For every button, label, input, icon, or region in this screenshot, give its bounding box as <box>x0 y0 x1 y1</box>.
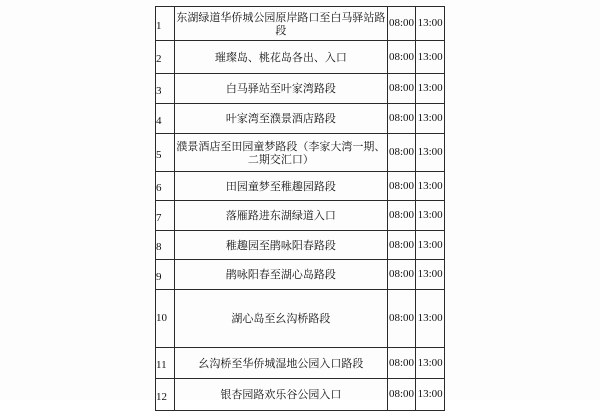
road-section: 白马驿站至叶家湾路段 <box>175 74 388 104</box>
table-row <box>156 74 445 104</box>
start-time: 08:00 <box>387 41 416 74</box>
row-number: 5 <box>156 134 175 172</box>
end-time: 13:00 <box>416 104 445 134</box>
end-time: 13:00 <box>416 134 445 172</box>
road-closure-table <box>155 6 445 411</box>
road-section: 田园童梦至稚趣园路段 <box>175 172 388 201</box>
end-time: 13:00 <box>416 348 445 379</box>
table-row <box>156 379 445 411</box>
row-number: 12 <box>156 379 175 411</box>
road-section: 鹃咏阳春至湖心岛路段 <box>175 260 388 290</box>
row-number: 8 <box>156 231 175 260</box>
road-section: 东湖绿道华侨城公园原岸路口至白马驿站路段 <box>175 7 388 41</box>
end-time: 13:00 <box>416 41 445 74</box>
start-time: 08:00 <box>387 104 416 134</box>
start-time: 08:00 <box>387 134 416 172</box>
end-time: 13:00 <box>416 74 445 104</box>
road-section: 湖心岛至幺沟桥路段 <box>175 290 388 348</box>
end-time: 13:00 <box>416 172 445 201</box>
road-section: 璀璨岛、桃花岛各出、入口 <box>175 41 388 74</box>
table-row <box>156 231 445 260</box>
start-time: 08:00 <box>387 348 416 379</box>
end-time: 13:00 <box>416 201 445 231</box>
row-number: 2 <box>156 41 175 74</box>
end-time: 13:00 <box>416 7 445 41</box>
row-number: 1 <box>156 7 175 41</box>
road-section: 银杏园路欢乐谷公园入口 <box>175 379 388 411</box>
row-number: 11 <box>156 348 175 379</box>
start-time: 08:00 <box>387 231 416 260</box>
end-time: 13:00 <box>416 260 445 290</box>
start-time: 08:00 <box>387 7 416 41</box>
table-row <box>156 290 445 348</box>
road-section: 稚趣园至鹃咏阳春路段 <box>175 231 388 260</box>
road-section: 幺沟桥至华侨城湿地公园入口路段 <box>175 348 388 379</box>
start-time: 08:00 <box>387 379 416 411</box>
row-number: 9 <box>156 260 175 290</box>
table-row <box>156 7 445 41</box>
table-row <box>156 41 445 74</box>
row-number: 3 <box>156 74 175 104</box>
table-row <box>156 104 445 134</box>
end-time: 13:00 <box>416 379 445 411</box>
end-time: 13:00 <box>416 231 445 260</box>
table-row <box>156 134 445 172</box>
end-time: 13:00 <box>416 290 445 348</box>
row-number: 7 <box>156 201 175 231</box>
row-number: 4 <box>156 104 175 134</box>
row-number: 10 <box>156 290 175 348</box>
table-row <box>156 348 445 379</box>
start-time: 08:00 <box>387 74 416 104</box>
row-number: 6 <box>156 172 175 201</box>
start-time: 08:00 <box>387 172 416 201</box>
table-row <box>156 172 445 201</box>
start-time: 08:00 <box>387 290 416 348</box>
table-row <box>156 201 445 231</box>
road-section: 落雁路进东湖绿道入口 <box>175 201 388 231</box>
table-row <box>156 260 445 290</box>
start-time: 08:00 <box>387 201 416 231</box>
start-time: 08:00 <box>387 260 416 290</box>
road-section: 叶家湾至濮景酒店路段 <box>175 104 388 134</box>
road-section: 濮景酒店至田园童梦路段（李家大湾一期、二期交汇口） <box>175 134 388 172</box>
